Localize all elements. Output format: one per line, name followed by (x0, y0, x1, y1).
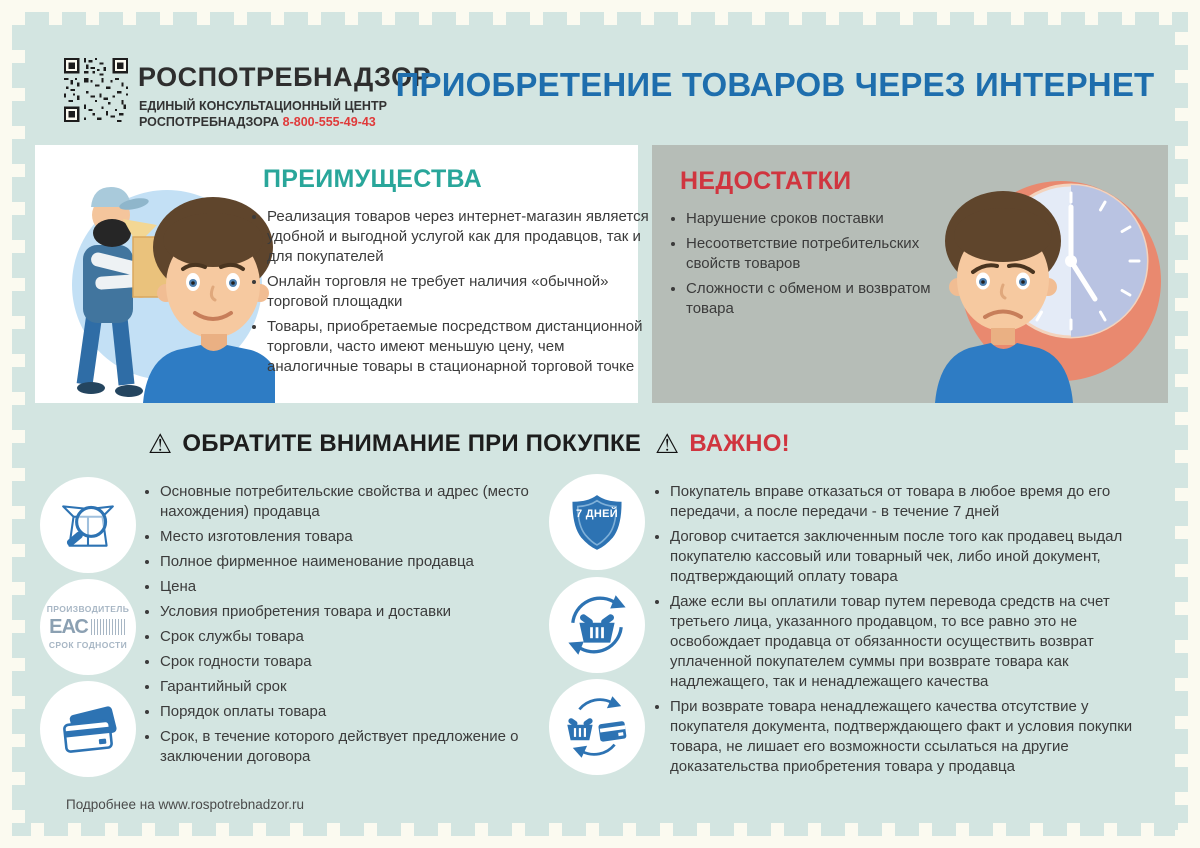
list-item: • Срок годности товара (160, 652, 562, 672)
eac-mark: ЕАС (49, 616, 88, 638)
attention-heading-text: ОБРАТИТЕ ВНИМАНИЕ ПРИ ПОКУПКЕ (182, 430, 642, 457)
basket-card-refund-icon (549, 679, 645, 775)
list-item: • Цена (160, 577, 562, 597)
list-item: • Полное фирменное наименование продавца (160, 552, 562, 572)
qr-code-icon (64, 58, 128, 122)
list-item: • Онлайн торговля не требует наличия «обычной» торговой площадки (267, 272, 649, 312)
shield-7-days-label: 7 ДНЕЙ (576, 508, 618, 520)
credit-cards-icon (40, 681, 136, 777)
hotline-phone-number: 8-800-555-49-43 (282, 115, 376, 129)
list-item: • Гарантийный срок (160, 677, 562, 697)
stamp-perforation-top (12, 12, 1188, 25)
list-item: • Условия приобретения товара и доставки (160, 602, 562, 622)
list-item: • Покупатель вправе отказаться от товара в любое время до его передачи, а после передачи - в течение 7 дней (670, 482, 1157, 522)
list-item: • Порядок оплаты товара (160, 702, 562, 722)
stamp-perforation-bottom (12, 823, 1188, 836)
basket-exchange-icon (549, 577, 645, 673)
footer-website-note: Подробнее на www.rospotrebnadzor.ru (66, 797, 305, 812)
list-item: • Товары, приобретаемые посредством дистанционной торговли, часто имеют меньшую цену, чем аналогичные товары в стационарной торговой точке (267, 317, 649, 377)
important-list (652, 482, 1157, 782)
7-days-shield-icon (549, 474, 645, 570)
attention-heading (148, 430, 641, 458)
warning-triangle-icon: ⚠ (148, 428, 173, 459)
advantages-heading: ПРЕИМУЩЕСТВА (263, 165, 482, 193)
stamp-perforation-right (1175, 12, 1188, 836)
warning-triangle-icon: ⚠ (655, 428, 680, 459)
agency-subtitle-text: РОСПОТРЕБНАДЗОРА (139, 115, 280, 129)
agency-subtitle-line2 (139, 115, 376, 129)
important-heading-text: ВАЖНО! (689, 430, 790, 457)
important-heading (655, 430, 790, 458)
agency-subtitle-line1: ЕДИНЫЙ КОНСУЛЬТАЦИОННЫЙ ЦЕНТР (139, 99, 387, 113)
advantages-panel (35, 145, 649, 403)
list-item: • Несоответствие потребительских свойств товаров (686, 234, 958, 274)
list-item: • Даже если вы оплатили товар путем перевода средств на счет третьего лица, указанного продавцом, то все равно это не освобождает продавца от обязанности осуществить возврат уплаченной покупателем суммы при возврате товара как надлежащего, так и ненадлежащего качества (670, 592, 1157, 692)
list-item: • Место изготовления товара (160, 527, 562, 547)
eac-expiry-label: СРОК ГОДНОСТИ (48, 640, 128, 650)
agency-name: РОСПОТРЕБНАДЗОР (138, 62, 432, 92)
advantages-list (249, 207, 649, 382)
eac-producer-label: ПРОИЗВОДИТЕЛЬ (46, 604, 130, 614)
barcode-icon (91, 619, 127, 635)
list-item: • Срок, в течение которого действует предложение о заключении договора (160, 727, 562, 767)
poster-title: ПРИОБРЕТЕНИЕ ТОВАРОВ ЧЕРЕЗ ИНТЕРНЕТ (395, 66, 1155, 103)
list-item: • Реализация товаров через интернет-магазин является удобной и выгодной услугой как для продавцов, так и для покупателей (267, 207, 649, 267)
list-item: • Срок службы товара (160, 627, 562, 647)
attention-list (142, 482, 562, 772)
list-item: • При возврате товара ненадлежащего качества отсутствие у покупателя документа, подтверждающего факт и условия покупки товара, не лишает его возможности ссылаться на другие доказательства приобретения товара у продавца (670, 697, 1157, 777)
disadvantages-heading: НЕДОСТАТКИ (680, 167, 852, 195)
list-item: • Договор считается заключенным после того как продавец выдал покупателю кассовый или товарный чек, либо иной документ, подтверждающий оплату товара (670, 527, 1157, 587)
list-item: • Нарушение сроков поставки (686, 209, 958, 229)
list-item: • Основные потребительские свойства и адрес (место нахождения) продавца (160, 482, 562, 522)
inspect-box-icon (40, 477, 136, 573)
list-item: • Сложности с обменом и возвратом товара (686, 279, 958, 319)
eac-label-icon (40, 579, 136, 675)
stamp-perforation-left (12, 12, 25, 836)
disadvantages-panel (652, 145, 1168, 403)
courier-and-happy-customer-illustration (35, 145, 275, 403)
sad-customer-clock-illustration (911, 145, 1166, 403)
